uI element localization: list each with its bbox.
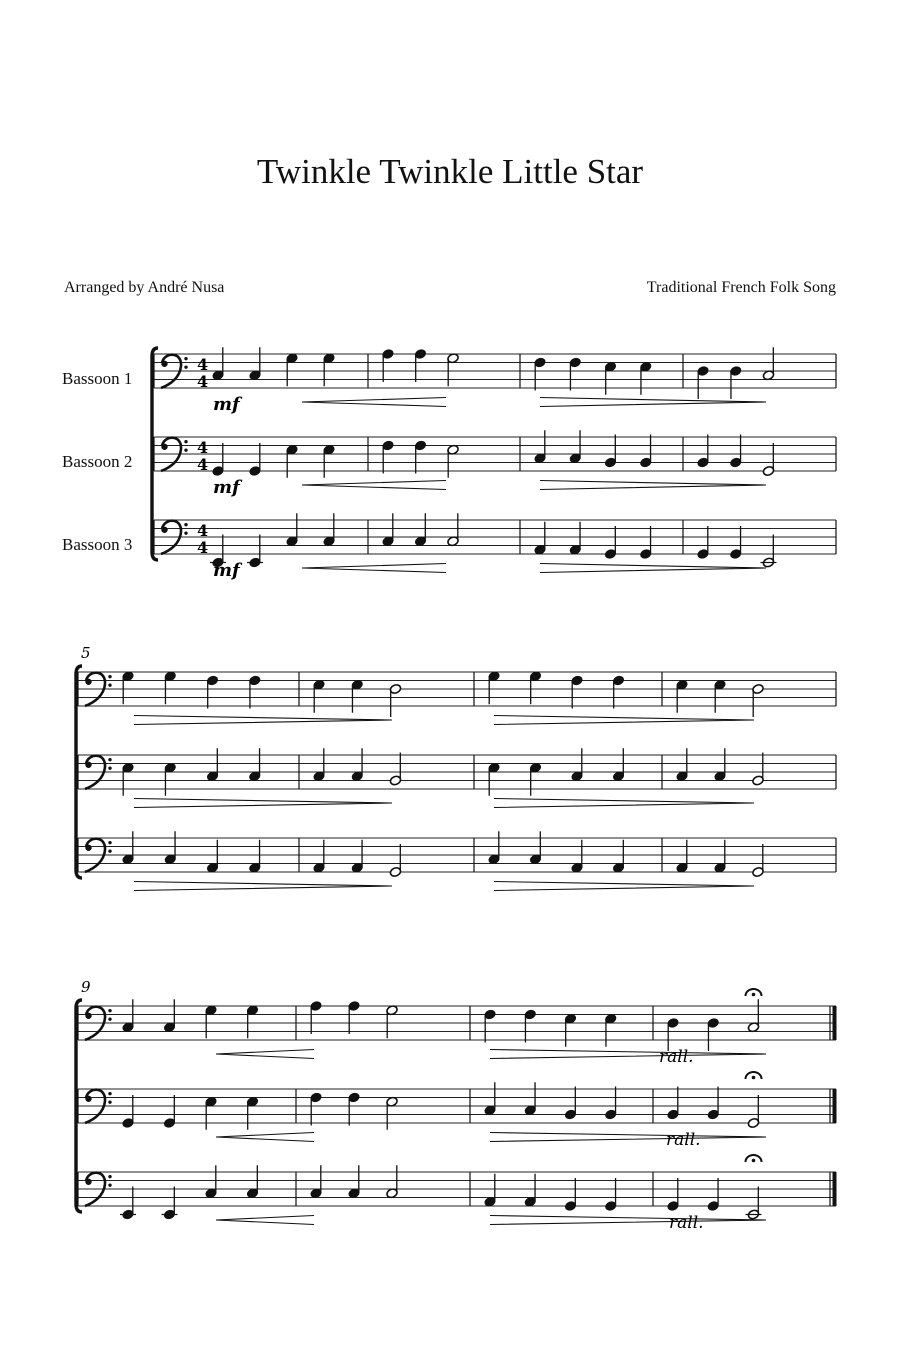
note [604,361,617,395]
note [639,435,652,469]
note [714,840,727,874]
note [564,1178,577,1212]
note [707,1087,720,1121]
bass-clef-dot [85,1013,91,1019]
bass-clef-dot [184,365,187,368]
note [569,357,582,391]
note [246,1165,259,1199]
note [122,671,135,705]
note [164,831,177,865]
note [707,1178,720,1212]
crescendo-hairpin [216,1133,314,1142]
note [382,440,395,474]
time-signature-denominator: 4 [197,538,209,557]
note [212,347,225,381]
note [313,679,326,713]
note [484,1009,497,1043]
note [604,1087,617,1121]
bass-clef-dot [85,762,91,768]
note [747,1095,760,1129]
note [248,748,261,782]
bass-clef-dot [184,448,187,451]
note [163,999,176,1033]
composer-credit: Traditional French Folk Song [646,279,836,296]
bass-clef-dot [161,527,167,533]
bass-clef-dot [184,440,187,443]
note [667,1178,680,1212]
note [529,762,542,796]
arranger-credit: Arranged by André Nusa [64,279,225,296]
note [162,1187,178,1221]
note [212,443,225,477]
note [414,348,427,382]
note [246,1096,259,1130]
note [667,1017,680,1051]
note [752,844,765,878]
time-signature-denominator: 4 [197,372,209,391]
bass-clef-dot [85,679,91,685]
note [323,353,336,387]
note [205,1165,218,1199]
note [447,353,460,387]
note [524,1082,537,1116]
note [247,535,263,569]
note [762,443,775,477]
note [714,679,727,713]
note [122,831,135,865]
note [729,435,742,469]
bass-clef-dot [108,841,111,844]
note [122,999,135,1033]
note [382,513,395,547]
note [639,361,652,395]
decrescendo-hairpin [540,398,766,407]
note [761,535,777,569]
note [351,840,364,874]
note [205,1096,218,1130]
note [762,347,775,381]
note [389,844,402,878]
note [351,679,364,713]
bass-clef-dot [108,1183,111,1186]
note [569,430,582,464]
decrescendo-hairpin [494,882,754,891]
note [747,999,760,1033]
note [604,526,617,560]
score-title: Twinkle Twinkle Little Star [256,152,644,191]
note [313,748,326,782]
decrescendo-hairpin [490,1216,766,1225]
note [248,840,261,874]
measure-number: 9 [81,978,91,996]
bass-clef-dot [85,1096,91,1102]
note [529,831,542,865]
bass-clef-dot [85,845,91,851]
bass-clef-dot [108,675,111,678]
tempo-rall: rall. [669,1213,704,1233]
bass-clef-dot [108,849,111,852]
decrescendo-hairpin [490,1133,766,1142]
note [206,840,219,874]
crescendo-hairpin [216,1216,314,1225]
note [604,435,617,469]
note [534,357,547,391]
note [488,762,501,796]
dynamic-mf: mf [213,394,240,415]
measure-number: 5 [81,644,91,662]
bass-clef-dot [108,1009,111,1012]
note [488,671,501,705]
note [697,526,710,560]
bass-clef-dot [108,1175,111,1178]
note [746,1187,762,1221]
note [707,1017,720,1051]
note [639,526,652,560]
note [122,762,135,796]
note [484,1082,497,1116]
note [571,840,584,874]
bass-clef-dot [184,531,187,534]
note [729,365,742,399]
note [386,1005,399,1039]
bass-clef-dot [184,523,187,526]
fermata-dot [752,1076,756,1080]
bass-clef-dot [184,357,187,360]
note [604,1013,617,1047]
note [348,1092,361,1126]
crescendo-hairpin [302,564,446,573]
dynamic-mf: mf [213,560,240,581]
note [246,1005,259,1039]
decrescendo-hairpin [134,882,392,891]
note [571,675,584,709]
note [348,1000,361,1034]
note [122,1095,135,1129]
note [676,679,689,713]
note [612,748,625,782]
bass-clef-dot [108,1092,111,1095]
note [351,748,364,782]
note [389,753,402,787]
note [676,748,689,782]
decrescendo-hairpin [490,1050,766,1059]
note [164,671,177,705]
note [569,522,582,556]
time-signature-denominator: 4 [197,455,209,474]
note [286,444,299,478]
note [524,1009,537,1043]
bass-clef-dot [108,1017,111,1020]
instrument-label-bassoon-1: Bassoon 1 [62,369,133,388]
note [249,347,262,381]
time-signature-numerator: 4 [197,355,209,374]
decrescendo-hairpin [494,799,754,808]
note [564,1087,577,1121]
note [667,1087,680,1121]
note [414,440,427,474]
note [529,671,542,705]
note [447,513,460,547]
fermata-icon [746,989,762,996]
crescendo-hairpin [216,1050,314,1059]
time-signature-numerator: 4 [197,438,209,457]
note [534,430,547,464]
note [414,513,427,547]
fermata-icon [746,1155,762,1162]
note [386,1096,399,1130]
tempo-rall: rall. [666,1130,701,1150]
time-signature-numerator: 4 [197,521,209,540]
note [286,513,299,547]
note [488,831,501,865]
note [248,675,261,709]
bass-clef-dot [161,444,167,450]
note [310,1092,323,1126]
fermata-dot [752,993,756,997]
note [714,748,727,782]
note [323,444,336,478]
note [386,1165,399,1199]
note [310,1000,323,1034]
note [286,353,299,387]
note [484,1174,497,1208]
note [313,840,326,874]
bass-clef-dot [108,758,111,761]
note [524,1174,537,1208]
note [382,348,395,382]
note [120,1187,136,1221]
note [752,753,765,787]
note [323,513,336,547]
note [729,526,742,560]
note [310,1165,323,1199]
note [676,840,689,874]
note [697,365,710,399]
note [249,443,262,477]
instrument-label-bassoon-3: Bassoon 3 [62,535,133,554]
note [205,1005,218,1039]
fermata-icon [746,1072,762,1079]
dynamic-mf: mf [213,477,240,498]
note [612,675,625,709]
note [752,683,765,717]
note [163,1095,176,1129]
tempo-rall: rall. [659,1047,694,1067]
note [697,435,710,469]
note [206,748,219,782]
note [612,840,625,874]
decrescendo-hairpin [134,799,392,808]
bass-clef-dot [108,766,111,769]
note [389,683,402,717]
note [534,522,547,556]
bass-clef-dot [85,1179,91,1185]
note [604,1178,617,1212]
note [571,748,584,782]
fermata-dot [752,1159,756,1163]
decrescendo-hairpin [540,564,766,573]
crescendo-hairpin [302,481,446,490]
decrescendo-hairpin [494,716,754,725]
note [206,675,219,709]
note [564,1013,577,1047]
note [164,762,177,796]
bass-clef-dot [161,361,167,367]
decrescendo-hairpin [134,716,392,725]
bass-clef-dot [108,683,111,686]
note [447,444,460,478]
crescendo-hairpin [302,398,446,407]
decrescendo-hairpin [540,481,766,490]
note [348,1165,361,1199]
bass-clef-dot [108,1100,111,1103]
instrument-label-bassoon-2: Bassoon 2 [62,452,133,471]
